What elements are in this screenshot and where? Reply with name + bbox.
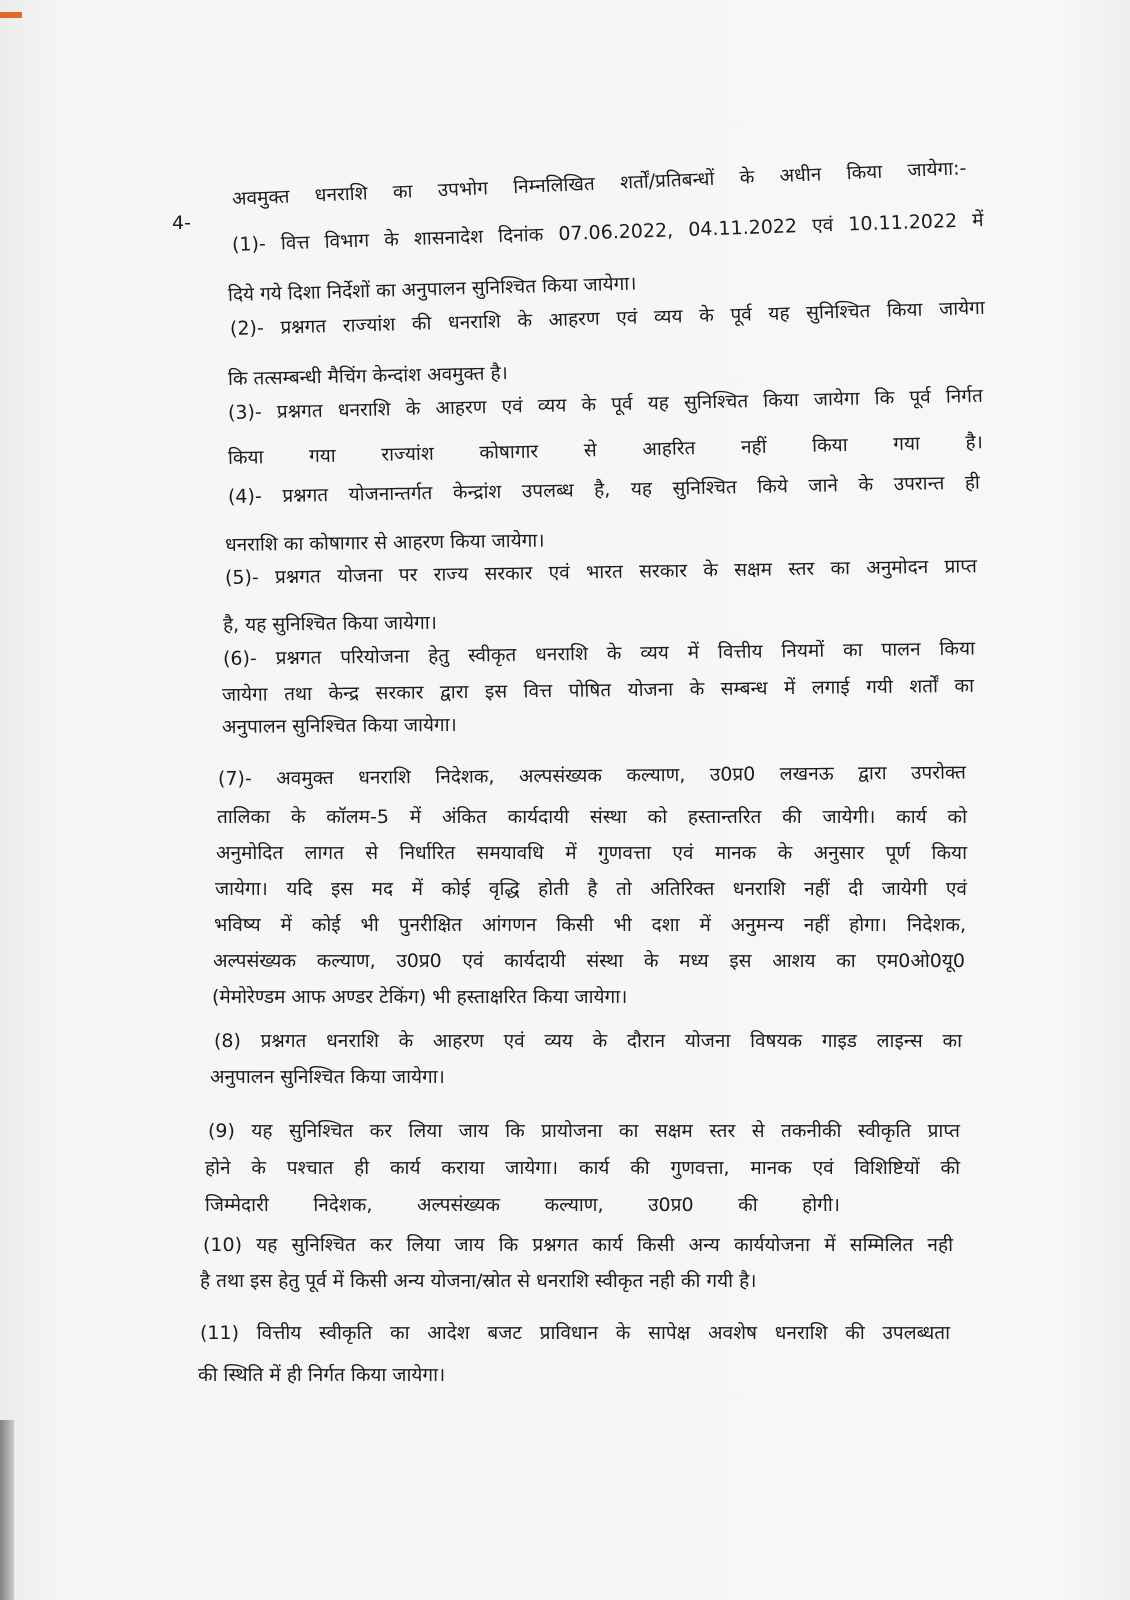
condition-9-line: (9) यह सुनिश्चित कर लिया जाय कि प्रायोजना का सक्षम स्तर से तकनीकी स्वीकृति प्राप्त [208,1120,960,1142]
condition-11-line: (11) वित्तीय स्वीकृति का आदेश बजट प्राविधान के सापेक्ष अवशेष धनराशि की उपलब्धता [200,1322,950,1344]
condition-2-line: कि तत्सम्बन्धी मैचिंग केन्दांश अवमुक्त है। [227,362,509,390]
condition-10-line: है तथा इस हेतु पूर्व में किसी अन्य योजना/स्रोत से धनराशि स्वीकृत नही की गयी है। [200,1270,757,1292]
condition-5-line: है, यह सुनिश्चित किया जायेगा। [222,611,438,636]
condition-9-line: होने के पश्चात ही कार्य कराया जायेगा। कार्य की गुणवत्ता, मानक एवं विशिष्टियों की [205,1157,960,1179]
condition-7-line: भविष्य में कोई भी पुनरीक्षित आंगणन किसी भी दशा में अनुमन्य नहीं होगा। निदेशक, [214,914,966,936]
scan-binding-shadow [0,1420,14,1600]
condition-8-line: अनुपालन सुनिश्चित किया जायेगा। [210,1066,445,1088]
condition-1-line: दिये गये दिशा निर्देशों का अनुपालन सुनिश्चित किया जायेगा। [227,272,637,306]
condition-9-line: जिम्मेदारी निदेशक, अल्पसंख्यक कल्याण, उ0प्र0 की होगी। [205,1194,840,1216]
condition-2-line: (2)- प्रश्नगत राज्यांश की धनराशि के आहरण एवं व्यय के पूर्व यह सुनिश्चित किया जायेगा [229,296,986,340]
condition-5-line: (5)- प्रश्नगत योजना पर राज्य सरकार एवं भारत सरकार के सक्षम स्तर का अनुमोदन प्राप्त [224,555,978,589]
condition-3-line: (3)- प्रश्नगत धनराशि के आहरण एवं व्यय के पूर्व यह सुनिश्चित किया जायेगा कि पूर्व निर्गत [227,384,984,424]
condition-7-line: (7)- अवमुक्त धनराशि निदेशक, अल्पसंख्यक कल्याण, उ0प्र0 लखनऊ द्वारा उपरोक्त [217,761,967,790]
condition-1-line: (1)- वित्त विभाग के शासनादेश दिनांक 07.06.2022, 04.11.2022 एवं 10.11.2022 में [231,209,984,256]
section-number: 4- [172,212,191,234]
condition-4-line: (4)- प्रश्नगत योजनान्तर्गत केन्द्रांश उपलब्ध है, यह सुनिश्चित किये जाने के उपरान्त ही [227,471,981,508]
condition-6-line: (6)- प्रश्नगत परियोजना हेतु स्वीकृत धनराशि के व्यय में वित्तीय नियमों का पालन किया [222,637,976,670]
condition-8-line: (8) प्रश्नगत धनराशि के आहरण एवं व्यय के दौरान योजना विषयक गाइड लाइन्स का [214,1030,962,1052]
condition-6-line: अनुपालन सुनिश्चित किया जायेगा। [221,713,457,738]
condition-7-line: अल्पसंख्यक कल्याण, उ0प्र0 एवं कार्यदायी संस्था के मध्य इस आशय का एम0ओ0यू0 [213,950,965,972]
condition-7-line: जायेगा। यदि इस मद में कोई वृद्धि होती है तो अतिरिक्त धनराशि नहीं दी जायेगी एवं [215,878,967,900]
condition-intro: अवमुक्त धनराशि का उपभोग निम्नलिखित शर्तों/प्रतिबन्धों के अधीन किया जायेगा:- [231,157,967,210]
condition-10-line: (10) यह सुनिश्चित कर लिया जाय कि प्रश्नगत कार्य किसी अन्य कार्ययोजना में सम्मिलित नही [203,1234,953,1256]
condition-7-line: (मेमोरेण्डम आफ अण्डर टेकिंग) भी हस्ताक्षरित किया जायेगा। [212,986,628,1008]
scan-edge-mark [0,12,22,18]
condition-7-line: अनुमोदित लागत से निर्धारित समयावधि में गुणवत्ता एवं मानक के अनुसार पूर्ण किया [216,842,967,864]
condition-3-line: किया गया राज्यांश कोषागार से आहरित नहीं किया गया है। [227,431,984,469]
condition-11-line: की स्थिति में ही निर्गत किया जायेगा। [198,1364,446,1386]
condition-6-line: जायेगा तथा केन्द्र सरकार द्वारा इस वित्त पोषित योजना के सम्बन्ध में लगाई गयी शर्तों का [221,674,975,706]
condition-7-line: तालिका के कॉलम-5 में अंकित कार्यदायी संस्था को हस्तान्तरित की जायेगी। कार्य को [217,806,967,828]
condition-4-line: धनराशि का कोषागार से आहरण किया जायेगा। [224,529,545,556]
